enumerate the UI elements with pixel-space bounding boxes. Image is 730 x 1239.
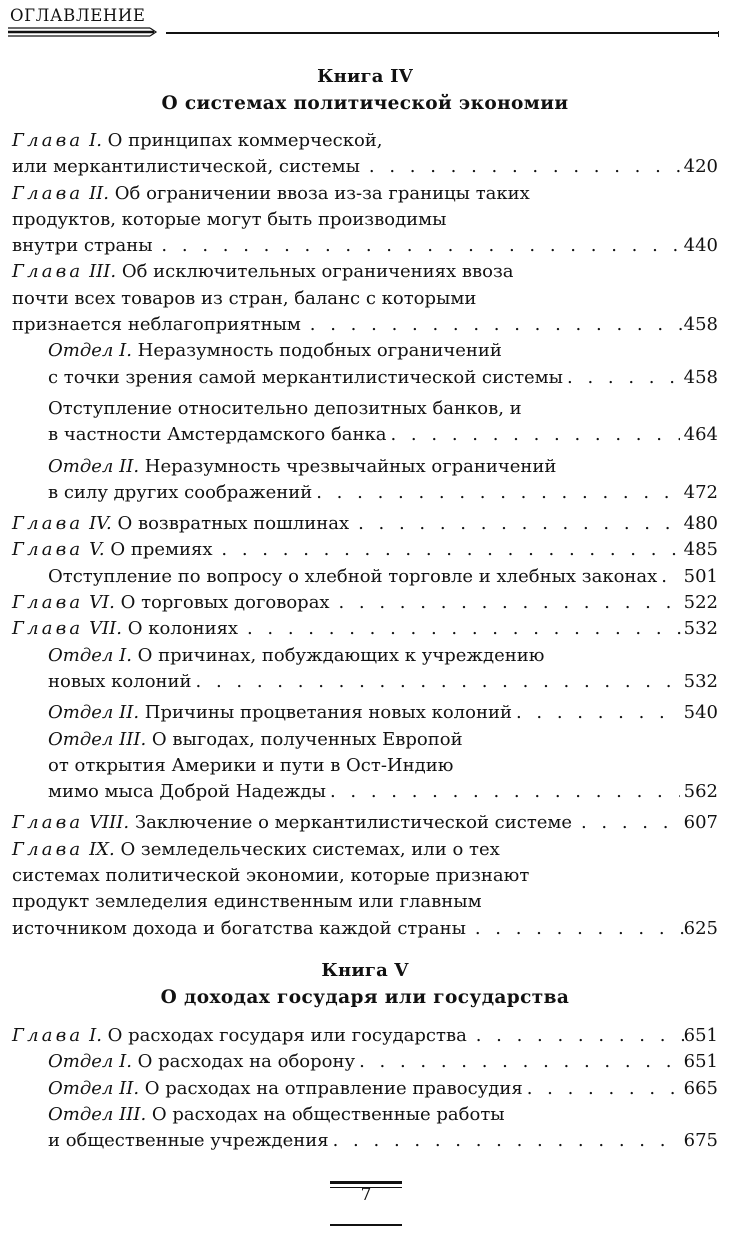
entry-text: О выгодах, полученных Европой: [151, 728, 463, 750]
entry-text: О причинах, побуждающих к учреждению: [137, 644, 545, 666]
entry-label: Отдел: [48, 455, 114, 477]
page-ref: 651: [683, 1051, 718, 1073]
entry-text: в силу других соображений: [48, 481, 313, 503]
entry-label: Глава: [12, 539, 84, 561]
toc-entry: Глава II. Об ограничении ввоза из-за границы таких продуктов, которые могут быть производимы внутри страны . . . 440: [12, 181, 718, 260]
entry-numeral: I: [119, 340, 127, 362]
entry-text: внутри страны: [12, 235, 153, 257]
toc-entry: Отдел II. Неразумность чрезвычайных ограничений в силу других соображений . . . 472: [12, 454, 718, 507]
entry-text: Об ограничении ввоза из-за границы таких: [114, 182, 530, 204]
toc-entry: Глава VII. О колониях . . . 532: [12, 616, 718, 642]
entry-text: О возвратных пошлинах: [117, 513, 350, 535]
leader-dots: [157, 233, 684, 259]
entry-numeral: I: [89, 1025, 97, 1046]
entry-numeral: II: [119, 702, 134, 724]
toc-entry: Отдел I. Неразумность подобных ограничений с точки зрения самой меркантилистической системы . . . 458: [12, 338, 718, 391]
entry-label: Отдел: [48, 340, 114, 362]
book5-toc: [12, 1023, 718, 1159]
page-ref: 562: [683, 781, 718, 803]
leader-dots: [567, 365, 680, 391]
toc-entry: Отдел I. О причинах, побуждающих к учреждению новых колоний . . . 532: [12, 643, 718, 696]
entry-text: О расходах на отправление правосудия: [144, 1077, 523, 1099]
entry-text: О расходах государя или государства: [107, 1025, 467, 1046]
entry-text: продуктов, которые могут быть производимы: [12, 208, 447, 230]
entry-text: О расходах на оборону: [137, 1051, 356, 1073]
entry-text: Заключение о меркантилистической системе: [134, 812, 573, 834]
entry-label: Глава: [12, 618, 84, 640]
page-ref: 485: [683, 539, 718, 561]
page-ref: 607: [683, 812, 718, 834]
entry-text: почти всех товаров из стран, баланс с которыми: [12, 287, 477, 309]
page-ref: 532: [683, 670, 718, 692]
toc-entry: Отдел II. Причины процветания новых колоний . . . 540: [12, 700, 718, 726]
entry-numeral: I: [89, 130, 97, 151]
entry-text: с точки зрения самой меркантилистической системы: [48, 366, 564, 388]
entry-text: в частности Амстердамского банка: [48, 424, 387, 446]
entry-numeral: IX: [89, 838, 109, 860]
entry-label: Глава: [12, 1025, 84, 1046]
toc-entry: [12, 396, 718, 449]
entry-label: Отдел: [48, 1051, 114, 1073]
page-ref: 665: [683, 1077, 718, 1099]
toc-entry: Глава VI. О торговых договорах . . . 522: [12, 590, 718, 616]
entry-numeral: VIII: [89, 812, 124, 834]
header-rule-ornament: [8, 26, 158, 38]
leader-dots: [333, 1128, 680, 1154]
entry-text: О принципах коммерческой,: [107, 130, 383, 151]
leader-dots: [334, 590, 684, 616]
toc-entry: Отдел III. О расходах на общественные работы и общественные учреждения . . . 675: [12, 1102, 718, 1155]
footer-rule-bottom: [330, 1224, 402, 1226]
book5-title: Книга V: [321, 960, 409, 981]
running-header: ОГЛАВЛЕНИЕ: [10, 6, 146, 25]
entry-numeral: III: [89, 261, 111, 283]
leader-dots: [316, 480, 679, 506]
entry-label: Отдел: [48, 728, 114, 750]
toc-entry: Глава IX. О земледельческих системах, или о тех системах политической экономии, которые признают продукт земледелия единственным или главным источником дохода и богатства каждой страны . . . 625: [12, 837, 718, 942]
entry-numeral: VI: [89, 592, 110, 614]
toc-entry: Отдел I. О расходах на оборону . . . 651: [12, 1049, 718, 1075]
header-rule: [166, 32, 718, 34]
leader-dots: [353, 511, 684, 537]
entry-text: О торговых договорах: [120, 592, 330, 614]
entry-label: Глава: [12, 513, 84, 535]
leader-dots: [217, 537, 684, 563]
book5-subtitle: О доходах государя или государства: [160, 987, 570, 1008]
entry-text: Об исключительных ограничениях ввоза: [121, 261, 514, 283]
entry-numeral: I: [119, 1051, 127, 1073]
page-ref: 675: [683, 1130, 718, 1152]
entry-numeral: IV: [89, 513, 107, 535]
leader-dots: [242, 616, 684, 642]
toc-entry: Глава I. О расходах государя или государства . . . 651: [12, 1023, 718, 1049]
toc-entry: Отдел II. О расходах на отправление правосудия . . . 665: [12, 1076, 718, 1102]
entry-text: О колониях: [127, 618, 239, 640]
entry-text: мимо мыса Доброй Надежды: [48, 781, 326, 803]
entry-text: Отступление по вопросу о хлебной торговле и хлебных законах: [48, 565, 658, 587]
entry-label: Глава: [12, 130, 84, 151]
entry-numeral: II: [119, 455, 134, 477]
page-ref: 480: [683, 513, 718, 535]
book4-subtitle: О системах политической экономии: [161, 93, 569, 114]
toc-entry: Глава I. О принципах коммерческой, или меркантилистической, системы . . . 420: [12, 128, 718, 181]
leader-dots: [359, 1049, 680, 1075]
entry-numeral: III: [119, 1103, 141, 1125]
leader-dots: [305, 312, 684, 338]
page-ref: 440: [683, 235, 718, 257]
leader-dots: [390, 422, 679, 448]
page-ref: 501: [683, 565, 718, 587]
entry-text: О премиях: [110, 539, 213, 561]
entry-label: Глава: [12, 812, 84, 834]
entry-text: О расходах на общественные работы: [151, 1103, 505, 1125]
entry-numeral: VII: [89, 618, 117, 640]
entry-text: системах политической экономии, которые признают: [12, 865, 530, 887]
leader-dots: [516, 700, 680, 726]
leader-dots: [527, 1076, 680, 1102]
page-ref: 464: [683, 424, 718, 446]
page-ref: 532: [683, 618, 718, 640]
page-ref: 651: [683, 1025, 718, 1046]
entry-label: Отдел: [48, 644, 114, 666]
entry-numeral: II: [89, 182, 104, 204]
page-number: 7: [360, 1185, 372, 1205]
entry-text: Отступление относительно депозитных банков, и: [48, 397, 522, 419]
entry-text: новых колоний: [48, 670, 192, 692]
leader-dots: [330, 779, 680, 805]
entry-label: Отдел: [48, 1103, 114, 1125]
leader-dots: [196, 669, 680, 695]
toc-entry: Глава III. Об исключительных ограничениях ввоза почти всех товаров из стран, баланс с которыми признается неблагоприятным . . . 458: [12, 259, 718, 338]
book4-title: Книга IV: [317, 66, 413, 87]
leader-dots: [576, 810, 684, 836]
entry-text: Неразумность чрезвычайных ограничений: [144, 455, 557, 477]
page-ref: 472: [683, 481, 718, 503]
leader-dots: [364, 154, 684, 180]
entry-text: источником дохода и богатства каждой страны: [12, 917, 466, 939]
entry-text: и общественные учреждения: [48, 1130, 329, 1152]
entry-label: Отдел: [48, 702, 114, 724]
toc-entry: Отдел III. О выгодах, полученных Европой от открытия Америки и пути в Ост-Индию мимо мыса Доброй Надежды . . . 562: [12, 727, 718, 806]
page-ref: 522: [683, 592, 718, 614]
entry-numeral: I: [119, 644, 127, 666]
entry-text: Причины процветания новых колоний: [144, 702, 512, 724]
entry-text: признается неблагоприятным: [12, 314, 301, 336]
entry-text: продукт земледелия единственным или главным: [12, 891, 482, 913]
entry-text: Неразумность подобных ограничений: [137, 340, 502, 362]
toc-entry: [12, 564, 718, 590]
leader-dots: [661, 564, 679, 590]
book4-toc: [12, 128, 718, 942]
entry-label: Глава: [12, 592, 84, 614]
toc-entry: Глава V. О премиях . . . 485: [12, 537, 718, 563]
entry-numeral: II: [119, 1077, 134, 1099]
page-ref: 458: [683, 314, 718, 336]
entry-label: Глава: [12, 838, 84, 860]
entry-text: О земледельческих системах, или о тех: [120, 838, 500, 860]
page-ref: 420: [683, 156, 718, 178]
entry-label: Глава: [12, 182, 84, 204]
entry-text: от открытия Америки и пути в Ост-Индию: [48, 754, 454, 776]
leader-dots: [470, 916, 684, 942]
toc-entry: Глава VIII. Заключение о меркантилистической системе . . . 607: [12, 810, 718, 836]
leader-dots: [471, 1023, 684, 1049]
entry-text: или меркантилистической, системы: [12, 156, 360, 178]
entry-numeral: V: [89, 539, 99, 561]
page-ref: 458: [683, 366, 718, 388]
page-ref: 540: [683, 702, 718, 724]
entry-label: Глава: [12, 261, 84, 283]
toc-entry: Глава IV. О возвратных пошлинах . . . 480: [12, 511, 718, 537]
entry-label: Отдел: [48, 1077, 114, 1099]
entry-numeral: III: [119, 728, 141, 750]
page-ref: 625: [683, 917, 718, 939]
